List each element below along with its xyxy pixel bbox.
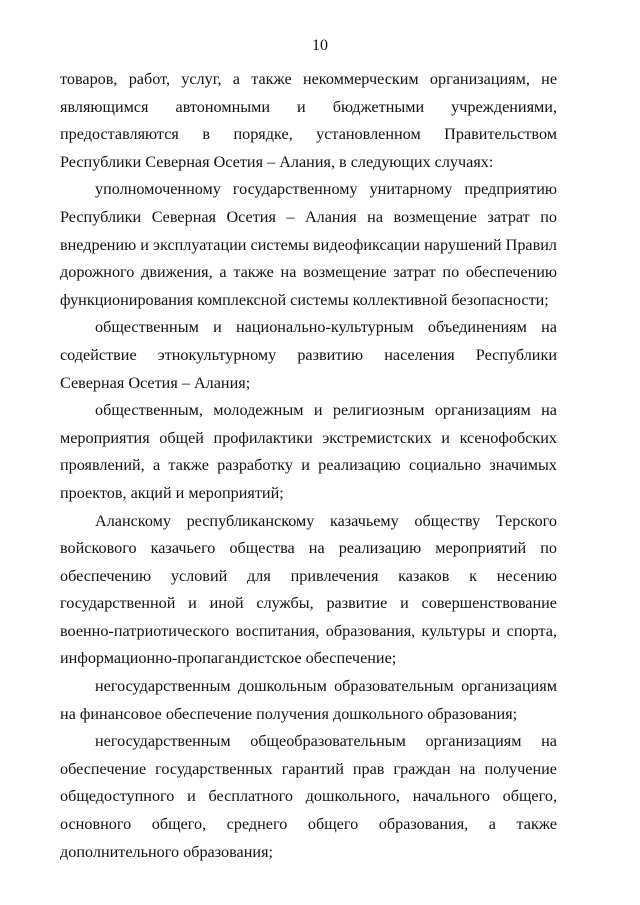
paragraph-continuation: товаров, работ, услуг, а также некоммерческим организациям, не являющимся автономными и бюджетными учреждениями, предоставляются в порядке, установленном Правительством Республики Северная Осетия – Алания, в следующих случаях: bbox=[60, 70, 557, 171]
page-number: 10 bbox=[312, 37, 328, 54]
paragraph-preschool: негосударственным дошкольным образовательным организациям на финансовое обеспечение получения дошкольного образования; bbox=[60, 677, 557, 723]
paragraph-video-enforcement: уполномоченному государственному унитарному предприятию Республики Северная Осетия – Алания на возмещение затрат по внедрению и эксплуатации системы видеофиксации нарушений Правил дорожного движения, а также на возмещение затрат по обеспечению функционирования комплексной системы коллективной безопасности; bbox=[60, 180, 557, 309]
paragraph-general-education: негосударственным общеобразовательным организациям на обеспечение государственных гарантий прав граждан на получение общедоступного и бесплатного дошкольного, начального общего, основного общего, среднего общего образования, а также дополнительного образования; bbox=[60, 732, 557, 861]
document-body bbox=[60, 66, 557, 866]
paragraph-extremism-prevention: общественным, молодежным и религиозным организациям на мероприятия общей профилактики экстремистских и ксенофобских проявлений, а также разработку и реализацию социально значимых проектов, акций и мероприятий; bbox=[60, 401, 557, 502]
paragraph-cossack-society: Аланскому республиканскому казачьему обществу Терского войскового казачьего общества на реализацию мероприятий по обеспечению условий для привлечения казаков к несению государственной и иной службы, развитие и совершенствование военно-патриотического воспитания, образования, культуры и спорта, информационно-пропагандистское обеспечение; bbox=[60, 511, 557, 668]
paragraph-ethnocultural: общественным и национально-культурным объединениям на содействие этнокультурному развитию населения Республики Северная Осетия – Алания; bbox=[60, 318, 557, 392]
